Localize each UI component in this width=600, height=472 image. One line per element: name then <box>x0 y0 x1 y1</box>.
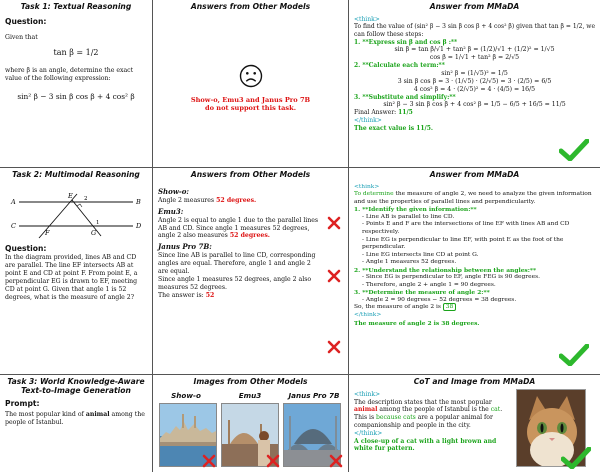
step-1-item: - Line EG is perpendicular to line EF, with point E as the foot of the perpendicular. <box>362 236 564 251</box>
geometry-diagram <box>5 186 147 242</box>
cot-text-1: The description states that the most popular <box>354 398 492 406</box>
task2-header: Task 2: Multimodal Reasoning <box>12 170 140 179</box>
task1-header: Task 1: Textual Reasoning <box>20 2 132 11</box>
task1-cell <box>0 0 152 167</box>
point-label-c: C <box>11 221 16 230</box>
check-mark-icon <box>559 344 589 366</box>
angle-label-1: 1 <box>96 219 100 226</box>
model-name-emu3: Emu3: <box>158 206 184 216</box>
think-open-tag: <think> <box>354 390 381 398</box>
boxed-answer: 38 <box>443 303 457 311</box>
model-label-janus: Janus Pro 7B <box>288 391 340 400</box>
think-open-tag: <think> <box>354 15 380 23</box>
final-answer <box>354 109 595 117</box>
unsupported-note <box>153 96 348 113</box>
unsupported-note-line1: Show-o, Emu3 and Janus Pro 7B <box>190 96 311 104</box>
question-label: Question: <box>5 16 47 26</box>
mmada-answer-header: Answer from MMaDA <box>429 2 520 11</box>
model-label-emu3: Emu3 <box>238 391 262 400</box>
final-answer-value: 11/5 <box>398 109 413 117</box>
target-expression: sin² β − 3 sin β cos β + 4 cos² β <box>17 92 135 102</box>
prompt-text-a: The most popular kind of <box>5 411 86 419</box>
task3-header-line1: Task 3: World Knowledge-Aware <box>7 377 145 386</box>
angle-label-2: 2 <box>84 195 88 202</box>
cot-text-2: among the people of Istanbul is the <box>377 406 491 414</box>
step-1-item: - Line AB is parallel to line CD. <box>362 213 455 220</box>
reasoning-intro-highlight: To determine <box>354 191 394 198</box>
janus-answer-text-2: Since angle 1 measures 52 degrees, angle 2 also measures 52 degrees. <box>158 276 312 292</box>
reasoning-intro: To find the value of (sin² β − 3 sin β cos β + 4 cos² β) given that tan β = 1/2, we can follow these steps: <box>354 23 595 39</box>
task3-other-models-cell <box>153 375 348 472</box>
step-3-eq: sin² β − 3 sin β cos β + 4 cos² β = 1/5 − 6/5 + 16/5 = 11/5 <box>383 101 566 109</box>
task2-mmada-cell <box>349 168 600 374</box>
task2-other-models-cell <box>153 168 348 374</box>
conclusion: The exact value is 11/5. <box>354 124 434 132</box>
cross-mark-icon <box>266 454 280 468</box>
cross-mark-icon <box>327 269 341 283</box>
task2-cell <box>0 168 152 374</box>
janus-answer-label: The answer is: <box>158 292 206 300</box>
step-3: 3. **Determine the measure of angle 2:** <box>354 289 490 297</box>
step-1-eq-sin: sin β = tan β/√1 + tan² β = (1/2)/√1 + (1/2)² = 1/√5 <box>394 46 555 54</box>
question-text: In the diagram provided, lines AB and CD are parallel. The line EF intersects AB at point E and CD at point F. From point E, a perpendicular EG is drawn to EF, meeting CD at point G. Given that angle 1 is 52 degrees, what is the measure of angle 2? <box>5 254 138 302</box>
point-label-a: A <box>11 197 16 206</box>
step-1: 1. **Identify the given information:** <box>354 206 477 214</box>
emu3-answer <box>158 217 343 241</box>
so-line-text: So, the measure of angle 2 is <box>354 304 443 311</box>
step-2-eq-3: 4 cos² β = 4 · (2/√5)² = 4 · (4/5) = 16/5 <box>413 85 536 93</box>
prompt-text-c: among the people of Istanbul. <box>5 411 145 427</box>
think-close-tag: </think> <box>354 117 382 125</box>
sad-face-icon <box>239 64 263 88</box>
cross-mark-icon <box>327 340 341 354</box>
question-label: Question: <box>5 243 47 253</box>
task3-header-line2: Text-to-Image Generation <box>21 385 131 395</box>
cross-mark-icon <box>327 216 341 230</box>
prompt-text <box>5 411 147 427</box>
step-2: 2. **Understand the relationship between the angles:** <box>354 266 537 274</box>
model-name-show-o: Show-o: <box>158 186 189 196</box>
cot-keyword-cat: cat <box>490 406 501 414</box>
model-name-janus: Janus Pro 7B: <box>158 242 212 252</box>
step-2-item: - Therefore, angle 2 + angle 1 = 90 degrees. <box>362 281 496 288</box>
step-1: 1. **Express sin β and cos β :** <box>354 38 458 46</box>
cot-keyword-because: because cats <box>376 414 416 422</box>
model-label-show-o: Show-o <box>171 391 201 400</box>
show-o-answer <box>158 197 343 205</box>
task3-mmada-cell <box>349 375 600 472</box>
mmada-cot-header: CoT and Image from MMaDA <box>413 377 536 386</box>
task3-header <box>5 378 147 395</box>
final-answer-label: Final Answer: <box>354 109 399 117</box>
other-models-header: Answers from Other Models <box>190 170 311 179</box>
step-1-item: - Angle 1 measures 52 degrees. <box>362 259 457 266</box>
step-1-item: - Line EG intersects line CD at point G. <box>362 251 479 258</box>
step-2-eq-2: 3 sin β cos β = 3 · (1/√5) · (2/√5) = 3 · (2/5) = 6/5 <box>397 77 552 85</box>
reasoning-intro-text: the measure of angle 2, we need to analyze the given information and use the properties of parallel lines and perpendicularity. <box>354 191 592 205</box>
step-3: 3. **Substitute and simplify:** <box>354 93 456 101</box>
janus-answer-value: 52 <box>205 292 215 300</box>
think-close-tag: </think> <box>354 312 382 319</box>
step-2: 2. **Calculate each term:** <box>354 62 445 70</box>
cot-reasoning <box>354 399 510 430</box>
unsupported-note-line2: do not support this task. <box>204 104 297 113</box>
show-o-answer-text: Angle 2 measures <box>158 196 217 204</box>
check-mark-icon <box>561 447 591 469</box>
generated-caption: A close-up of a cat with a light brown and white fur pattern. <box>354 437 497 453</box>
other-models-header: Answers from Other Models <box>190 2 311 11</box>
task1-other-models-cell <box>153 0 348 167</box>
point-label-g: G <box>91 228 97 237</box>
mmada-answer-header: Answer from MMaDA <box>429 170 520 179</box>
given-text: Given that <box>5 34 38 42</box>
cot-keyword-animal: animal <box>354 406 378 414</box>
so-line <box>354 304 595 312</box>
point-label-f: F <box>45 228 50 237</box>
step-2-eq-1: sin² β = (1/√5)² = 1/5 <box>441 69 508 77</box>
cot-text-3: . This is <box>354 406 503 422</box>
tan-equation: tan β = 1/2 <box>53 48 99 58</box>
emu3-answer-value: 52 degrees. <box>229 232 270 240</box>
prompt-keyword: animal <box>85 411 110 419</box>
reasoning-intro <box>354 191 595 206</box>
mmada-cot-text <box>354 391 510 453</box>
step-2-item: - Since EG is perpendicular to EF, angle FEG is 90 degrees. <box>362 274 540 281</box>
think-close-tag: </think> <box>354 429 383 437</box>
check-mark-icon <box>559 139 589 161</box>
step-1-item: - Points E and F are the intersections of line EF with lines AB and CD respectively. <box>362 221 570 235</box>
task1-mmada-cell <box>349 0 600 167</box>
janus-answer-text: Since line AB is parallel to line CD, corresponding angles are equal. Therefore, angle 1 and angle 2 are equal. <box>158 252 316 276</box>
point-label-b: B <box>136 197 141 206</box>
cross-mark-icon <box>329 454 343 468</box>
other-images-header: Images from Other Models <box>193 377 308 386</box>
cot-text-4: are a popular animal for companionship and people in the city. <box>354 414 493 429</box>
point-label-d: D <box>136 221 142 230</box>
step-3-item: - Angle 2 = 90 degrees − 52 degrees = 38 degrees. <box>362 296 517 303</box>
prompt-label: Prompt: <box>5 399 40 409</box>
show-o-answer-value: 52 degrees. <box>216 196 257 204</box>
cross-mark-icon <box>202 454 216 468</box>
task3-cell <box>0 375 152 472</box>
think-open-tag: <think> <box>354 183 380 190</box>
where-text: where β is an angle, determine the exact value of the following expression: <box>5 66 134 82</box>
janus-answer-final <box>158 292 343 300</box>
step-1-eq-cos: cos β = 1/√1 + tan² β = 2/√5 <box>429 54 520 62</box>
emu3-answer-text: Angle 2 is equal to angle 1 due to the parallel lines AB and CD. Since angle 1 measures 52 degrees, angle 2 also measures <box>158 216 319 240</box>
point-label-e: E <box>68 191 73 200</box>
conclusion: The measure of angle 2 is 38 degrees. <box>354 319 480 327</box>
